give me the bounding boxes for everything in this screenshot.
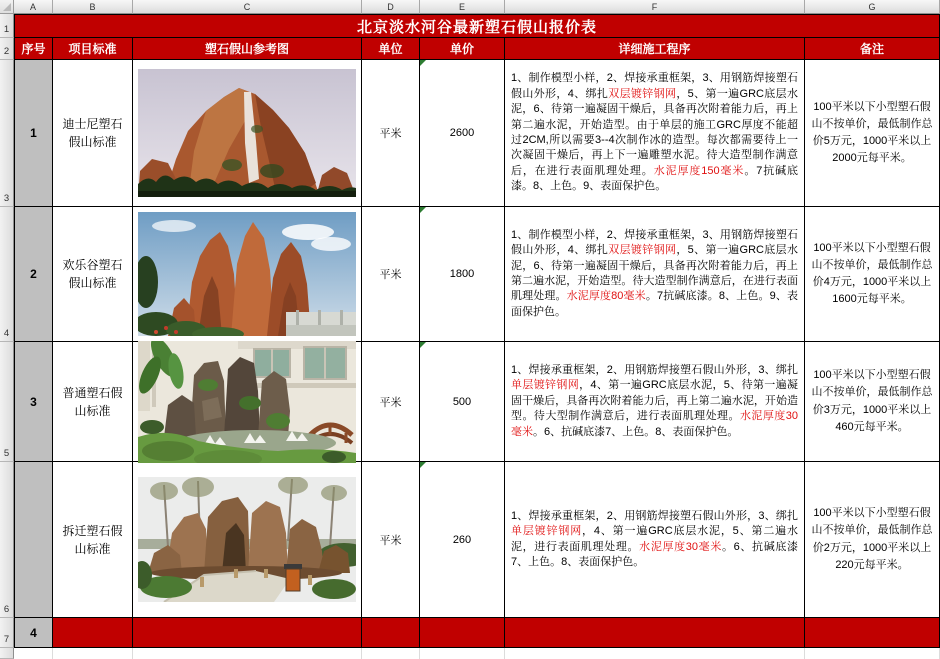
- row-header-6[interactable]: 6: [0, 462, 14, 618]
- cell-procedure-2[interactable]: [505, 207, 805, 342]
- cell-price-3[interactable]: 500: [420, 342, 505, 462]
- header-index[interactable]: 序号: [14, 38, 53, 60]
- row-header-2[interactable]: 2: [0, 38, 14, 60]
- empty-cell[interactable]: [805, 648, 940, 659]
- cell-remark-4[interactable]: 100平米以下小型塑石假山不按单价，最低制作总价2万元，1000平米以上220元每平米。: [805, 462, 940, 618]
- cell-price-4[interactable]: 260: [420, 462, 505, 618]
- cell-photo-3[interactable]: [133, 342, 362, 462]
- row-header-5[interactable]: 5: [0, 342, 14, 462]
- column-header-c[interactable]: C: [133, 0, 362, 14]
- row-header-7[interactable]: 7: [0, 618, 14, 648]
- empty-cell[interactable]: [14, 648, 53, 659]
- cell-footer-e[interactable]: [420, 618, 505, 648]
- cell-footer-g[interactable]: [805, 618, 940, 648]
- empty-cell[interactable]: [133, 648, 362, 659]
- cell-unit-1[interactable]: 平米: [362, 60, 420, 207]
- row-header-4[interactable]: 4: [0, 207, 14, 342]
- column-header-g[interactable]: G: [805, 0, 940, 14]
- garden-rockery-pond-photo[interactable]: [138, 341, 356, 463]
- header-procedure[interactable]: 详细施工程序: [505, 38, 805, 60]
- header-remark[interactable]: 备注: [805, 38, 940, 60]
- cell-footer-b[interactable]: [53, 618, 133, 648]
- cell-unit-3[interactable]: 平米: [362, 342, 420, 462]
- cell-footer-index[interactable]: 4: [14, 618, 53, 648]
- sheet-title-cell[interactable]: [14, 14, 940, 38]
- cell-photo-2[interactable]: [133, 207, 362, 342]
- header-standard[interactable]: 项目标准: [53, 38, 133, 60]
- cell-standard-3[interactable]: 普通塑石假山标准: [53, 342, 133, 462]
- procedure-text-2: 1、制作模型小样，2、焊接承重框架，3、用钢筋焊接塑石假山外形，4、绑扎双层镀锌钢网，5、第一遍GRC底层水泥，6、待第一遍凝固干燥后，具备再次附着能力后，再上第二遍水泥，开始造型。待大造型制作满意后，在进行表面肌理处理。水泥厚度80毫米。7抗碱底漆。8、上色。9、表面保护色。: [511, 228, 798, 318]
- cell-footer-c[interactable]: [133, 618, 362, 648]
- empty-cell[interactable]: [362, 648, 420, 659]
- cell-procedure-1[interactable]: [505, 60, 805, 207]
- procedure-text-3: 1、焊接承重框架，2、用钢筋焊接塑石假山外形，3、绑扎单层镀锌钢网，4、第一遍GRC底层水泥，5、待第一遍凝固干燥后，具备再次附着能力后，再上第二遍水泥，开始造型。待大型制作满意后，进行表面肌理处理。水泥厚度30毫米。6、抗碱底漆7、上色。8、表面保护色。: [511, 364, 798, 438]
- column-header-b[interactable]: B: [53, 0, 133, 14]
- header-unit[interactable]: 单位: [362, 38, 420, 60]
- cell-unit-4[interactable]: 平米: [362, 462, 420, 618]
- cell-standard-2[interactable]: 欢乐谷塑石假山标准: [53, 207, 133, 342]
- cell-standard-4[interactable]: 拆迁塑石假山标准: [53, 462, 133, 618]
- cell-photo-1[interactable]: [133, 60, 362, 207]
- cell-index-1[interactable]: 1: [14, 60, 53, 207]
- cell-footer-f[interactable]: [505, 618, 805, 648]
- happy-valley-rock-castle-photo[interactable]: [138, 212, 356, 336]
- row-header-3[interactable]: 3: [0, 60, 14, 207]
- disney-rock-mountain-photo[interactable]: [138, 69, 356, 197]
- column-header-a[interactable]: A: [14, 0, 53, 14]
- header-photo[interactable]: 塑石假山参考图: [133, 38, 362, 60]
- cell-unit-2[interactable]: 平米: [362, 207, 420, 342]
- procedure-text-4: 1、焊接承重框架，2、用钢筋焊接塑石假山外形，3、绑扎单层镀锌钢网，4、第一遍GRC底层水泥，5、第二遍水泥，进行表面肌理处理。水泥厚度30毫米。6、抗碱底漆7、上色。8、表面保护色。: [511, 509, 798, 568]
- cell-procedure-4[interactable]: [505, 462, 805, 618]
- park-rockery-path-photo[interactable]: [138, 477, 356, 602]
- cell-index-3[interactable]: 3: [14, 342, 53, 462]
- cell-procedure-3[interactable]: [505, 342, 805, 462]
- row-header-1[interactable]: 1: [0, 14, 14, 38]
- empty-cell[interactable]: [53, 648, 133, 659]
- cell-price-2[interactable]: 1800: [420, 207, 505, 342]
- procedure-text-1: 1、制作模型小样，2、焊接承重框架，3、用钢筋焊接塑石假山外形，4、绑扎双层镀锌钢网，5、第一遍GRC底层水泥，6、待第一遍凝固干燥后，具备再次附着能力后，再上第二遍水泥，开始造型。由于单层的施工GRC厚度不能超过2CM,所以需要3--4次制作冰的造型。每次都需要待上一次凝固干燥后，再上下一遍雕塑水泥。待大造型制作满意后，在进行表面肌理处理。水泥厚度150毫米。7抗碱底漆。8、上色。9、表面保护色。: [511, 72, 798, 193]
- cell-index-4[interactable]: [14, 462, 53, 618]
- cell-price-1[interactable]: 2600: [420, 60, 505, 207]
- cell-remark-1[interactable]: 100平米以下小型塑石假山不按单价，最低制作总价5万元，1000平米以上2000元每平米。: [805, 60, 940, 207]
- empty-cell[interactable]: [505, 648, 805, 659]
- column-header-d[interactable]: D: [362, 0, 420, 14]
- cell-photo-4[interactable]: [133, 462, 362, 618]
- cell-index-2[interactable]: 2: [14, 207, 53, 342]
- column-header-f[interactable]: F: [505, 0, 805, 14]
- page-title: 北京淡水河谷最新塑石假山报价表: [356, 18, 597, 36]
- column-header-e[interactable]: E: [420, 0, 505, 14]
- select-all-corner[interactable]: [0, 0, 14, 14]
- cell-standard-1[interactable]: 迪士尼塑石假山标准: [53, 60, 133, 207]
- cell-remark-3[interactable]: 100平米以下小型塑石假山不按单价，最低制作总价3万元，1000平米以上460元每平米。: [805, 342, 940, 462]
- empty-cell[interactable]: [420, 648, 505, 659]
- cell-footer-d[interactable]: [362, 618, 420, 648]
- cell-remark-2[interactable]: 100平米以下小型塑石假山不按单价，最低制作总价4万元，1000平米以上1600元每平米。: [805, 207, 940, 342]
- header-price[interactable]: 单价: [420, 38, 505, 60]
- row-header-8[interactable]: [0, 648, 14, 659]
